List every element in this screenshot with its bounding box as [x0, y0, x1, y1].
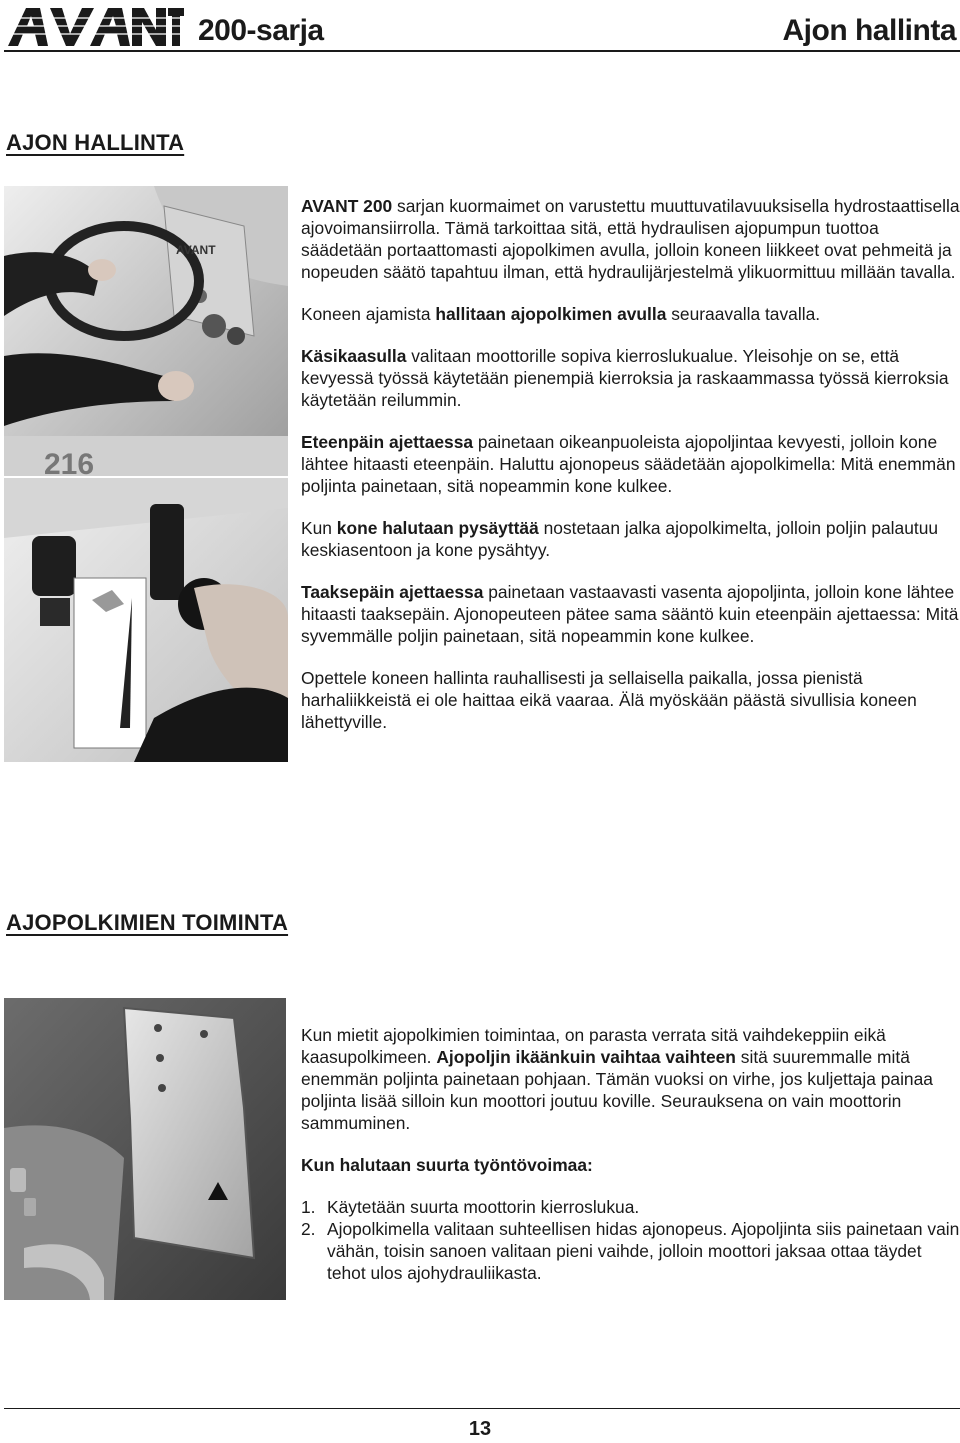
pushing-force-steps: [301, 1196, 960, 1284]
section2-text: [301, 1024, 960, 1284]
control-paragraph: Koneen ajamista hallitaan ajopolkimen avulla seuraavalla tavalla.: [301, 304, 821, 324]
photo-driver-steering: [4, 186, 288, 476]
list-item: 1. Käytetään suurta moottorin kierroslukua.: [301, 1197, 640, 1217]
stop-paragraph: Kun kone halutaan pysäyttää nostetaan jalka ajopolkimelta, jolloin poljin palautuu keskiasentoon ja kone pysähtyy.: [301, 518, 939, 560]
intro-paragraph: AVANT 200 sarjan kuormaimet on varustettu muuttuvatilavuuksisella hydrostaattisella ajovoimansiirrolla. Tämä tarkoittaa sitä, että hydraulisen ajopumpun tuottoa säädetään portaattomasti ajopolkimen avulla, jolloin koneen liikkeet ovat pehmeitä ja nopeuden säätö tapahtuu ilman, että hydraulijärjestelmä ylikuormittuu millään tavalla.: [301, 196, 960, 282]
hand-throttle-paragraph: Käsikaasulla valitaan moottorille sopiva kierroslukualue. Yleisohje on se, että kevyessä työssä käytetään pienempiä kierroksia ja raskaammassa työssä kierroksia käytetään reilummin.: [301, 346, 949, 410]
forward-paragraph: Eteenpäin ajettaessa painetaan oikeanpuoleista ajopoljintaa kevyesti, jolloin kone lähtee hitaasti eteenpäin. Haluttu ajonopeus säädetään ajopolkimella: Mitä enemmän poljinta painetaan, sitä nopeammin kone kulkee.: [301, 432, 956, 496]
section-heading-ajon-hallinta: AJON HALLINTA: [6, 130, 185, 155]
avant-logo: [4, 4, 184, 48]
photo-drive-pedals: [4, 998, 286, 1300]
reverse-paragraph: Taaksepäin ajettaessa painetaan vastaavasti vasenta ajopoljinta, jolloin kone lähtee hitaasti taaksepäin. Ajonopeuteen pätee sama sääntö kuin eteenpäin ajettaessa: Mitä syvemmälle poljin painetaan, sitä nopeammin kone kulkee.: [301, 582, 959, 646]
dashboard-logo-text: AVANT: [176, 243, 216, 257]
pushing-force-subheading: Kun halutaan suurta työntövoimaa:: [301, 1155, 593, 1175]
section-heading-ajopolkimien-toiminta: AJOPOLKIMIEN TOIMINTA: [6, 910, 289, 935]
footer-divider: [4, 1408, 960, 1409]
pedal-comparison-paragraph: Kun mietit ajopolkimien toimintaa, on parasta verrata sitä vaihdekeppiin eikä kaasupolkimeen. Ajopoljin ikäänkuin vaihtaa vaihteen sitä suuremmalle mitä enemmän poljinta painetaan pohjaan. Tämän vuoksi on virhe, jos kuljettaja painaa poljinta lisää silloin kun moottori joutuu koville. Seurauksena on vain moottorin sammuminen.: [301, 1025, 933, 1133]
list-item: 2. Ajopolkimella valitaan suhteellisen hidas ajonopeus. Ajopoljinta siis painetaan vain vähän, toisin sanoen valitaan pieni vaihde, jolloin moottori jaksaa ottaa täydet tehot ulos ajohydrauliikasta.: [301, 1219, 960, 1283]
chapter-title: Ajon hallinta: [782, 14, 956, 47]
section1-text: [301, 195, 960, 753]
header-divider: [4, 50, 960, 52]
photo-throttle-lever: [4, 478, 288, 762]
page-number: 13: [468, 1418, 492, 1440]
practice-paragraph: Opettele koneen hallinta rauhallisesti ja sellaisella paikalla, jossa pienistä harhaliikkeistä ei ole haittaa eikä vaaraa. Älä myöskään päästä sivullisia koneen lähettyville.: [301, 668, 917, 732]
page-header: [0, 0, 960, 60]
series-title: 200-sarja: [198, 14, 324, 47]
model-number-decal: 216: [44, 448, 95, 476]
